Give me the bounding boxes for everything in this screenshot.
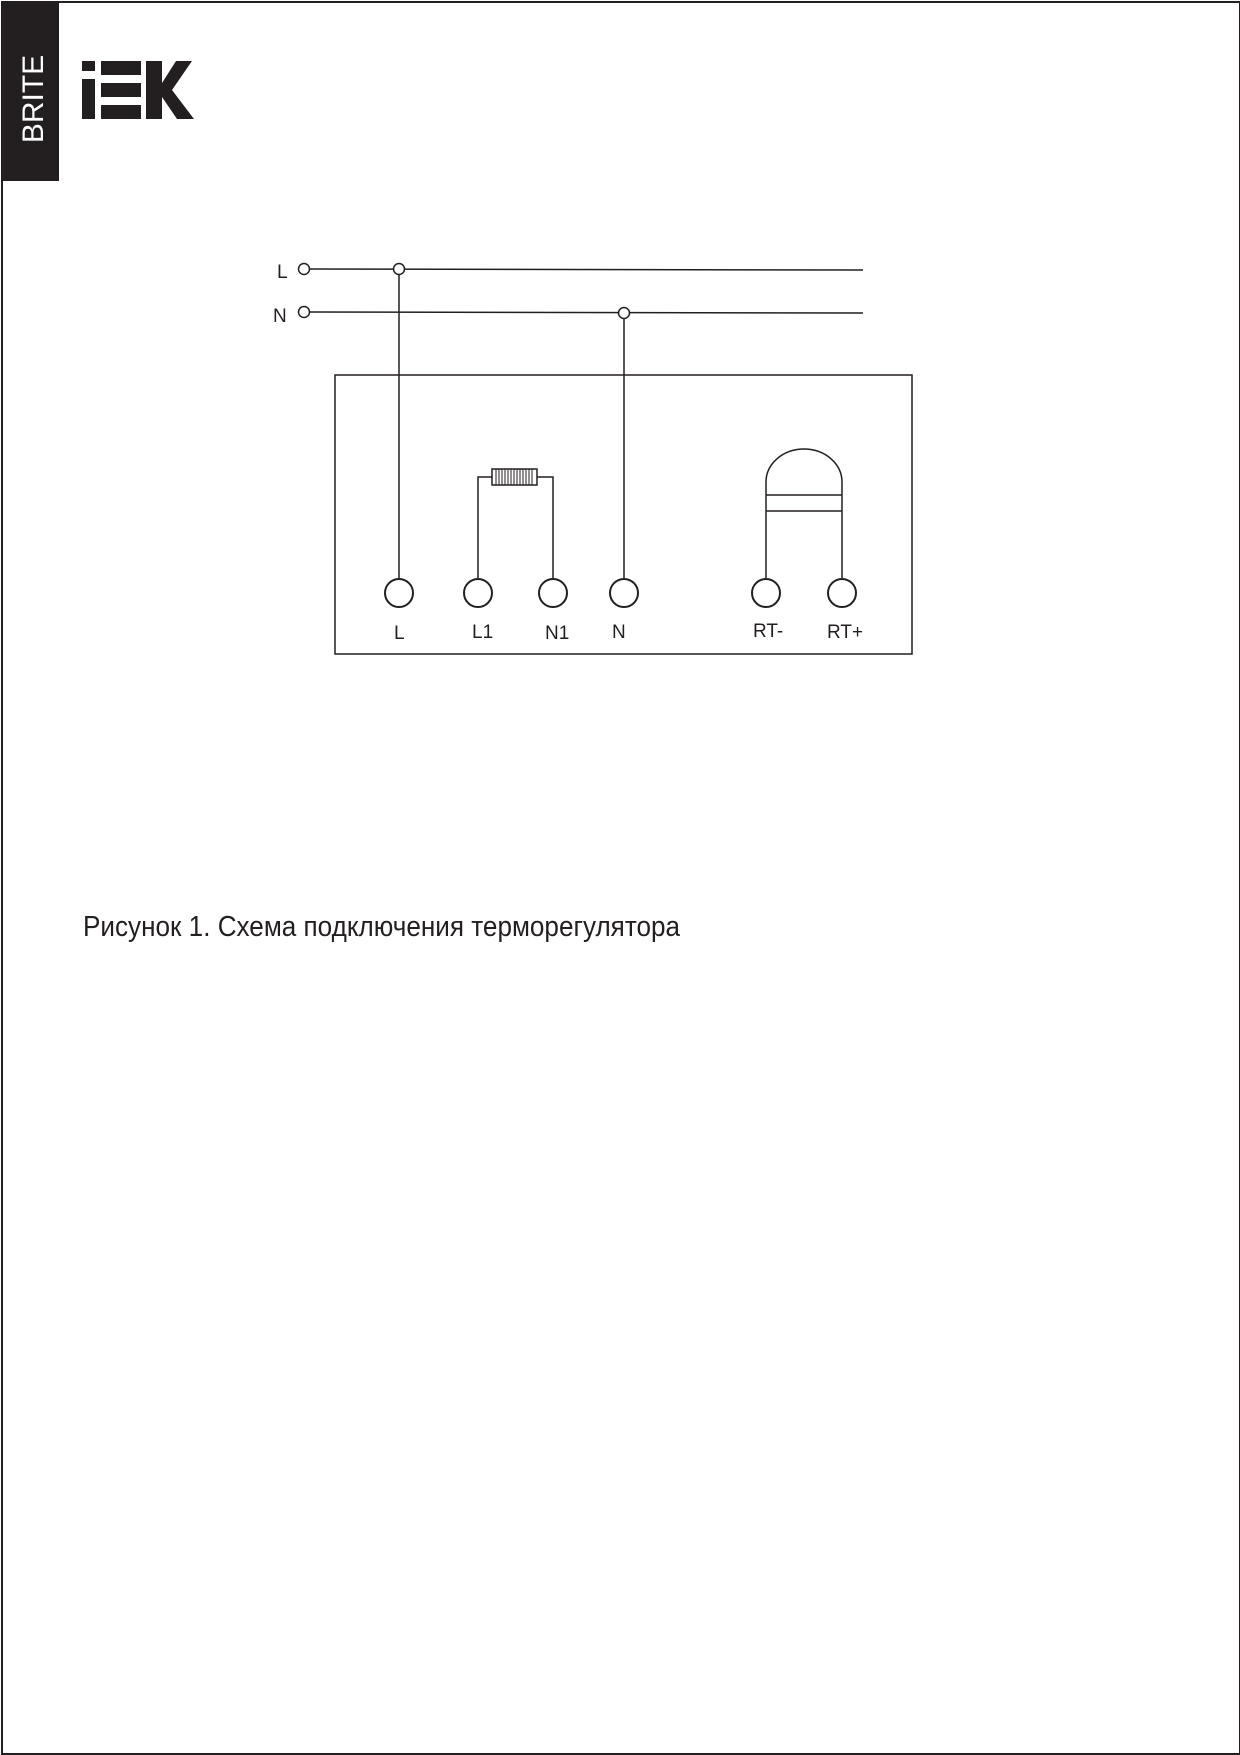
supply-l-terminal [299,264,310,275]
terminal-label-rt-minus: RT- [753,621,784,642]
neutral-conductor [310,312,863,313]
figure-caption: Рисунок 1. Схема подключения терморегулятора [83,911,681,943]
l-junction [394,264,405,275]
terminal-label-l1: L1 [472,622,494,643]
terminal-label-l: L [394,623,405,644]
terminal-label-n1: N1 [545,623,570,644]
supply-l-label: L [277,262,288,283]
heater-icon [478,469,553,578]
terminal-rt-plus [828,579,856,607]
supply-n-label: N [273,306,287,327]
terminal-n1 [539,579,567,607]
n-junction [619,308,630,319]
terminal-label-n: N [612,622,626,643]
terminal-n [610,579,638,607]
terminal-label-rt-plus: RT+ [827,622,864,643]
series-label: BRITE [17,54,50,144]
sensor-icon [766,449,842,578]
wiring-diagram [0,0,1240,760]
supply-n-terminal [299,307,310,318]
supply-lines [299,264,864,318]
terminal-l [385,579,413,607]
terminal-l1 [464,579,492,607]
terminal-rt-minus [752,579,780,607]
